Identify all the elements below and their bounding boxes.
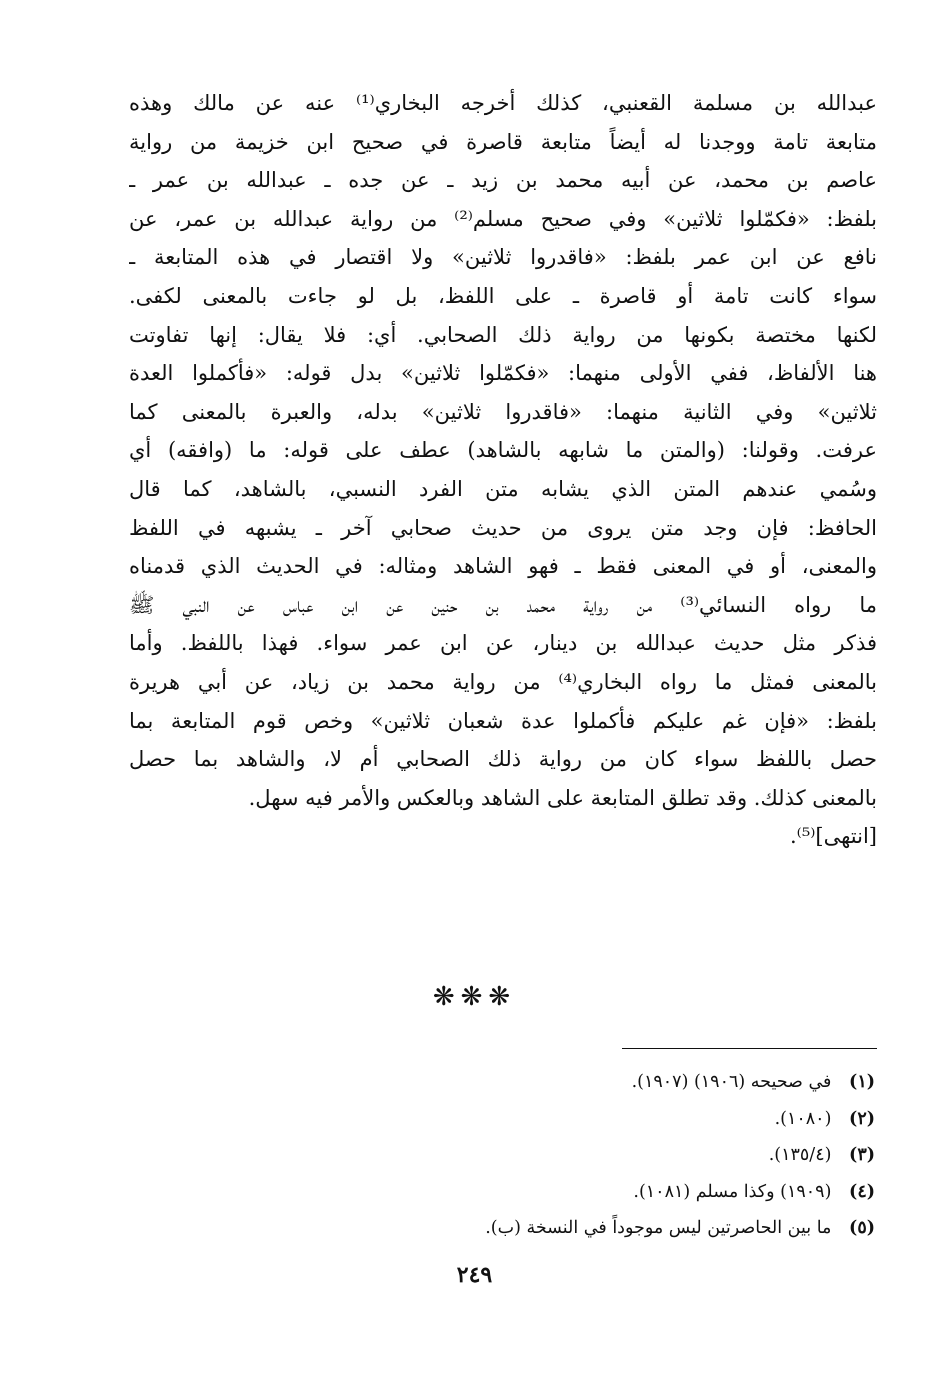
main-text <box>129 84 877 856</box>
text-line: ثلاثين» وفي الثانية منهما: «فاقدروا ثلاثين» بدله، والعبرة بالمعنى كما <box>129 399 877 424</box>
footnote-item <box>135 1210 875 1247</box>
page-number: ٢٤٩ <box>456 1262 493 1288</box>
text-line: نافع عن ابن عمر بلفظ: «فاقدروا ثلاثين» ولا اقتصار في هذه المتابعة ـ <box>129 245 877 270</box>
footnote-item <box>135 1137 875 1174</box>
text-line: بلفظ: «فإن غم عليكم فأكملوا عدة شعبان ثلاثين» وخص قوم المتابعة بما <box>129 708 877 733</box>
text-line: بلفظ: «فكمّلوا ثلاثين» وفي صحيح مسلم⁽²⁾ من رواية عبدالله بن عمر، عن <box>129 206 877 231</box>
text-line: متابعة تامة ووجدنا له أيضاً متابعة قاصرة في صحيح ابن خزيمة من رواية <box>129 129 877 154</box>
footnotes <box>135 1064 875 1247</box>
text-line: عرفت. وقولنا: (والمتن ما شابهه بالشاهد) عطف على قوله: ما (وافقه) أي <box>129 438 877 463</box>
text-line: [انتهى]⁽⁵⁾. <box>789 824 877 849</box>
footnote-text: (١٠٨٠). <box>774 1108 832 1129</box>
footnote-text: (١٣٥/٤). <box>768 1145 832 1165</box>
footnote-number: (٤) <box>849 1181 875 1202</box>
footnote-number: (٢) <box>849 1108 875 1129</box>
text-line: بالمعنى فمثل ما رواه البخاري⁽⁴⁾ من رواية محمد بن زياد، عن أبي هريرة <box>129 669 877 694</box>
footnote-number: (١) <box>849 1072 875 1092</box>
text-line: لكنها مختصة بكونها من رواية ذلك الصحابي. أي: فلا يقال: إنها تفاوتت <box>129 322 877 347</box>
footnote-text: في صحيحه (١٩٠٦) (١٩٠٧). <box>631 1072 832 1092</box>
text-line: فذكر مثل حديث عبدالله بن دينار، عن ابن عمر سواء. فهذا باللفظ. وأما <box>129 631 877 656</box>
text-line: حصل باللفظ سواء كان من رواية ذلك الصحابي أم لا، والشاهد بما حصل <box>129 747 877 772</box>
footnote-text: (١٩٠٩) وكذا مسلم (١٠٨١). <box>633 1181 832 1202</box>
section-divider-ornament: ❋❋❋ <box>432 982 517 1012</box>
text-line: وسُمي عندهم المتن الذي يشابه متن الفرد النسبي، بالشاهد، كما قال <box>129 476 877 501</box>
text-line: سواء كانت تامة أو قاصرة ـ على اللفظ، بل لو جاءت بالمعنى لكفى. <box>129 283 877 308</box>
text-line: عبدالله بن مسلمة القعنبي، كذلك أخرجه البخاري⁽¹⁾ عنه عن مالك وهذه <box>129 91 877 115</box>
footnote-number: (٣) <box>849 1145 875 1165</box>
footnote-item <box>135 1174 875 1211</box>
footnote-item <box>135 1101 875 1138</box>
text-line: عاصم بن محمد، عن أبيه محمد بن زيد ـ عن جده ـ عبدالله بن عمر ـ <box>129 168 877 193</box>
footnote-text: ما بين الحاصرتين ليس موجوداً في النسخة (ب). <box>485 1218 832 1238</box>
footnote-item <box>135 1064 875 1101</box>
text-line: هنا الألفاظ، ففي الأولى منهما: «فكمّلوا ثلاثين» بدل قوله: «فأكملوا العدة <box>129 361 877 386</box>
text-line: بالمعنى كذلك. وقد تطلق المتابعة على الشاهد وبالعكس والأمر فيه سهل. <box>248 785 877 810</box>
footnote-number: (٥) <box>849 1218 875 1238</box>
footnote-separator <box>622 1048 877 1049</box>
text-line: الحافظ: فإن وجد متن يروى من حديث صحابي آخر ـ يشبهه في اللفظ <box>129 515 877 540</box>
text-line: والمعنى، أو في المعنى فقط ـ فهو الشاهد ومثاله: في الحديث الذي قدمناه <box>129 554 877 579</box>
text-line: ما رواه النسائي⁽³⁾ من رواية محمد بن حنين عن ابن عباس عن النبي ﷺ <box>129 592 877 617</box>
